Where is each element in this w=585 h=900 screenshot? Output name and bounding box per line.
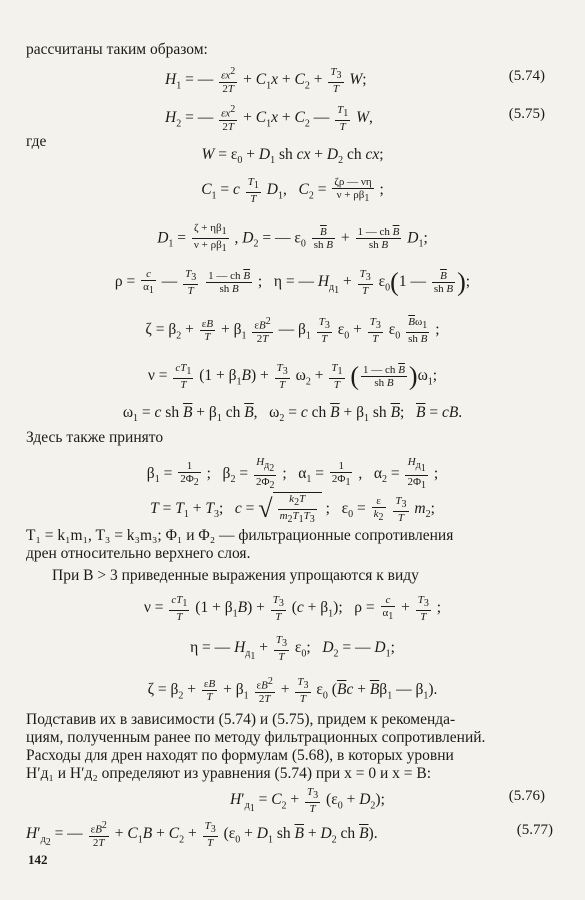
equation-t-c-eps: $T = T_1 + T_3$; c = √ $\frac{k_2T}{m_2T_1T_3}$ ; $\varepsilon_0$ = $\frac{\varepsilon}{k_2}$ $\frac{T_3}{T}$ $m_2$; <box>150 493 435 526</box>
eq-number-5-77: (5.77) <box>516 822 553 838</box>
equation-5-77: $H'_{д_2}$ = — $\frac{\varepsilon B^2}{2T}$ + $C_1B + C_2$ + $\frac{T_3}{T}$ ($\varepsilon_0 + D_1$ sh $\overline{B} + D_2$ ch $\overline{B}$). <box>26 820 378 850</box>
para1-line2: циям, полученным ранее по методу фильтрационных сопротивлений. <box>26 729 486 746</box>
equation-rho-eta: ρ = $\frac{c}{\alpha_1}$ — $\frac{T_3}{T}$ $\frac{1 — ch \overline{B}}{sh \overline{B}}$ ; η = — $H_{д_1}$ + $\frac{T_3}{T}$ $\varepsilon_0(1$ — $\frac{\overline{B}}{sh \overline{B}}$ ); <box>114 267 471 298</box>
equation-nu-rho-simplified: ν = $\frac{cT_1}{T}$ $(1 + \beta_1B)$ + $\frac{T_3}{T}$ $(c + \beta_1)$; ρ = $\frac{c}{\alpha_1}$ + $\frac{T_3}{T}$ ; <box>143 594 442 624</box>
equation-nu: ν = $\frac{cT_1}{T}$ $(1 + \beta_1B)$ + $\frac{T_3}{T}$ $\omega_2$ + $\frac{T_1}{T}$ ( $\frac{1 — ch \overline{B}}{sh \overline{B}}$ )$\omega_1$; <box>147 361 438 392</box>
gde-text: где <box>26 133 47 150</box>
here-also-text: Здесь также принято <box>26 429 164 446</box>
equation-zeta-simplified: $\zeta = \beta_2$ + $\frac{\varepsilon B}{T}$ + $\beta_1$ $\frac{\varepsilon B^2}{2T}$ + $\frac{T_3}{T}$ $\varepsilon_0$ ($\overline{B}c + \overline{B}\beta_1$ — $\beta_1$). <box>147 676 438 706</box>
eq-number-5-76: (5.76) <box>508 788 545 804</box>
equation-zeta: $\zeta = \beta_2$ + $\frac{\varepsilon B}{T}$ + $\beta_1$ $\frac{\varepsilon B^2}{2T}$ — $\beta_1$ $\frac{T_3}{T}$ $\varepsilon_0$ + $\frac{T_3}{T}$ $\varepsilon_0$ $\frac{\overline{B}\omega_1}{sh \overline{B}}$ ; <box>145 316 440 346</box>
equation-5-75: $H_2$ = — $\frac{\varepsilon x^2}{2T}$ + $C_1x + C_2$ — $\frac{T_1}{T}$ W, <box>165 104 373 134</box>
simplification-text: При B > 3 приведенные выражения упрощаются к виду <box>52 567 419 584</box>
equation-c1-c2: $C_1 = c$ $\frac{T_1}{T}$ $D_1$, $C_2$ = $\frac{\zeta\rho — \nu\eta}{\nu + \rho\beta_1}$ ; <box>201 176 384 206</box>
equation-5-74: $H_1$ = — $\frac{\varepsilon x^2}{2T}$ + $C_1x + C_2$ + $\frac{T_3}{T}$ W; <box>165 66 367 96</box>
para1-line4: H′д₁ и H′д₂ определяют из уравнения (5.74) при x = 0 и x = B: <box>26 765 432 782</box>
intro-text: рассчитаны таким образом: <box>26 41 208 58</box>
equation-w: $W = \varepsilon_0 + D_1$ sh cx + $D_2$ ch cx; <box>201 146 384 167</box>
t-relation-text-2: дрен относительно верхнего слоя. <box>26 545 251 562</box>
eq-number-5-74: (5.74) <box>508 68 545 84</box>
equation-beta-alpha: $\beta_1$ = $\frac{1}{2\Phi_2}$ ; $\beta_2$ = $H_{д_2}$ $2\Phi_2$ ; $\alpha_1$ = $\frac{1}{2\Phi_1}$ , $\alpha_2$ = $H_{д_1}$ $2\Phi_1$ ; <box>146 456 439 492</box>
equation-omega: $\omega_1 = c$ sh $\overline{B} + \beta_1$ ch $\overline{B}$, $\omega_2 = c$ ch $\overline{B} + \beta_1$ sh $\overline{B}$; $\overline{B}$ = cB. <box>122 404 463 425</box>
t-relation-text: T₁ = k₁m₁, T₃ = k₃m₃; Φ₁ и Φ₂ — фильтрационные сопротивления <box>26 527 454 544</box>
equation-d1-d2: $D_1$ = $\frac{\zeta + \eta\beta_1}{\nu + \rho\beta_1}$ , $D_2$ = — $\varepsilon_0$ $\frac{\overline{B}}{sh \overline{B}}$ + $\frac{1 — ch \overline{B}}{sh \overline{B}}$ $D_1$; <box>157 222 428 255</box>
para1-line3: Расходы для дрен находят по формулам (5.68), в которых уровни <box>26 747 454 764</box>
page-number: 142 <box>28 852 48 867</box>
equation-eta-d2-simplified: η = — $H_{д_1}$ + $\frac{T_3}{T}$ $\varepsilon_0$; $D_2$ = — $D_1$; <box>190 634 395 664</box>
equation-5-76: $H'_{д_1} = C_2$ + $\frac{T_3}{T}$ $(\varepsilon_0 + D_2)$; <box>230 786 385 816</box>
para1-line1: Подставив их в зависимости (5.74) и (5.75), придем к рекоменда- <box>26 711 456 728</box>
eq-number-5-75: (5.75) <box>508 106 545 122</box>
